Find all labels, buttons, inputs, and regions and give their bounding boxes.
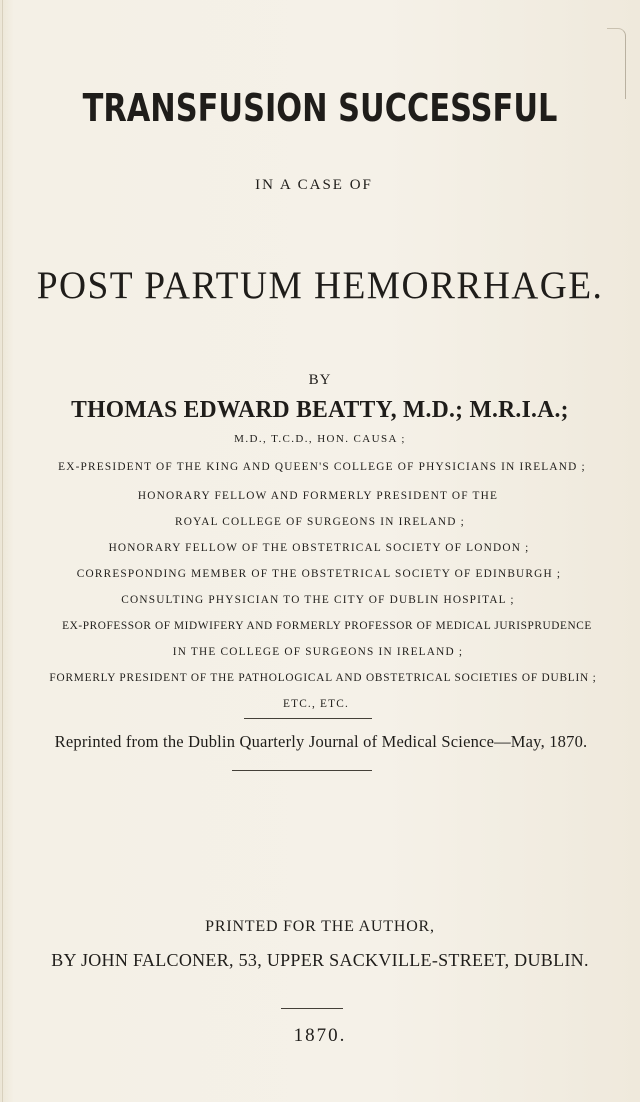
subtitle-condition: POST PARTUM HEMORRHAGE.	[36, 264, 604, 307]
book-title: TRANSFUSION SUCCESSFUL	[82, 86, 558, 130]
publisher-line: BY JOHN FALCONER, 53, UPPER SACKVILLE-STREET, DUBLIN.	[51, 950, 589, 970]
by-label: BY	[308, 372, 332, 388]
credential-line: ETC., ETC.	[283, 698, 349, 710]
credential-line: CORRESPONDING MEMBER OF THE OBSTETRICAL SOCIETY OF EDINBURGH ;	[76, 568, 562, 580]
divider-rule-bottom	[232, 770, 372, 771]
publication-year: 1870.	[293, 1025, 347, 1046]
reprint-note: Reprinted from the Dublin Quarterly Journal of Medical Science—May, 1870.	[54, 732, 588, 751]
corner-pencil-mark	[607, 28, 626, 99]
divider-rule-year	[281, 1008, 343, 1009]
credential-line: FORMERLY PRESIDENT OF THE PATHOLOGICAL AND OBSTETRICAL SOCIETIES OF DUBLIN ;	[49, 672, 597, 684]
printed-for-line: PRINTED FOR THE AUTHOR,	[205, 918, 435, 935]
credential-line: IN THE COLLEGE OF SURGEONS IN IRELAND ;	[172, 646, 464, 658]
credential-line: CONSULTING PHYSICIAN TO THE CITY OF DUBLIN HOSPITAL ;	[121, 594, 515, 606]
credential-line: HONORARY FELLOW OF THE OBSTETRICAL SOCIETY OF LONDON ;	[108, 542, 530, 554]
divider-rule-top	[244, 718, 372, 719]
credential-line: M.D., T.C.D., HON. CAUSA ;	[234, 433, 406, 445]
credential-line: EX-PROFESSOR OF MIDWIFERY AND FORMERLY PROFESSOR OF MEDICAL JURISPRUDENCE	[62, 620, 592, 632]
credential-line: ROYAL COLLEGE OF SURGEONS IN IRELAND ;	[175, 516, 465, 528]
author-name: THOMAS EDWARD BEATTY, M.D.; M.R.I.A.;	[71, 397, 569, 423]
subtitle-case: IN A CASE OF	[255, 177, 373, 193]
credential-line: EX-PRESIDENT OF THE KING AND QUEEN'S COLLEGE OF PHYSICIANS IN IRELAND ;	[58, 461, 586, 473]
credential-line: HONORARY FELLOW AND FORMERLY PRESIDENT OF THE	[137, 490, 499, 502]
